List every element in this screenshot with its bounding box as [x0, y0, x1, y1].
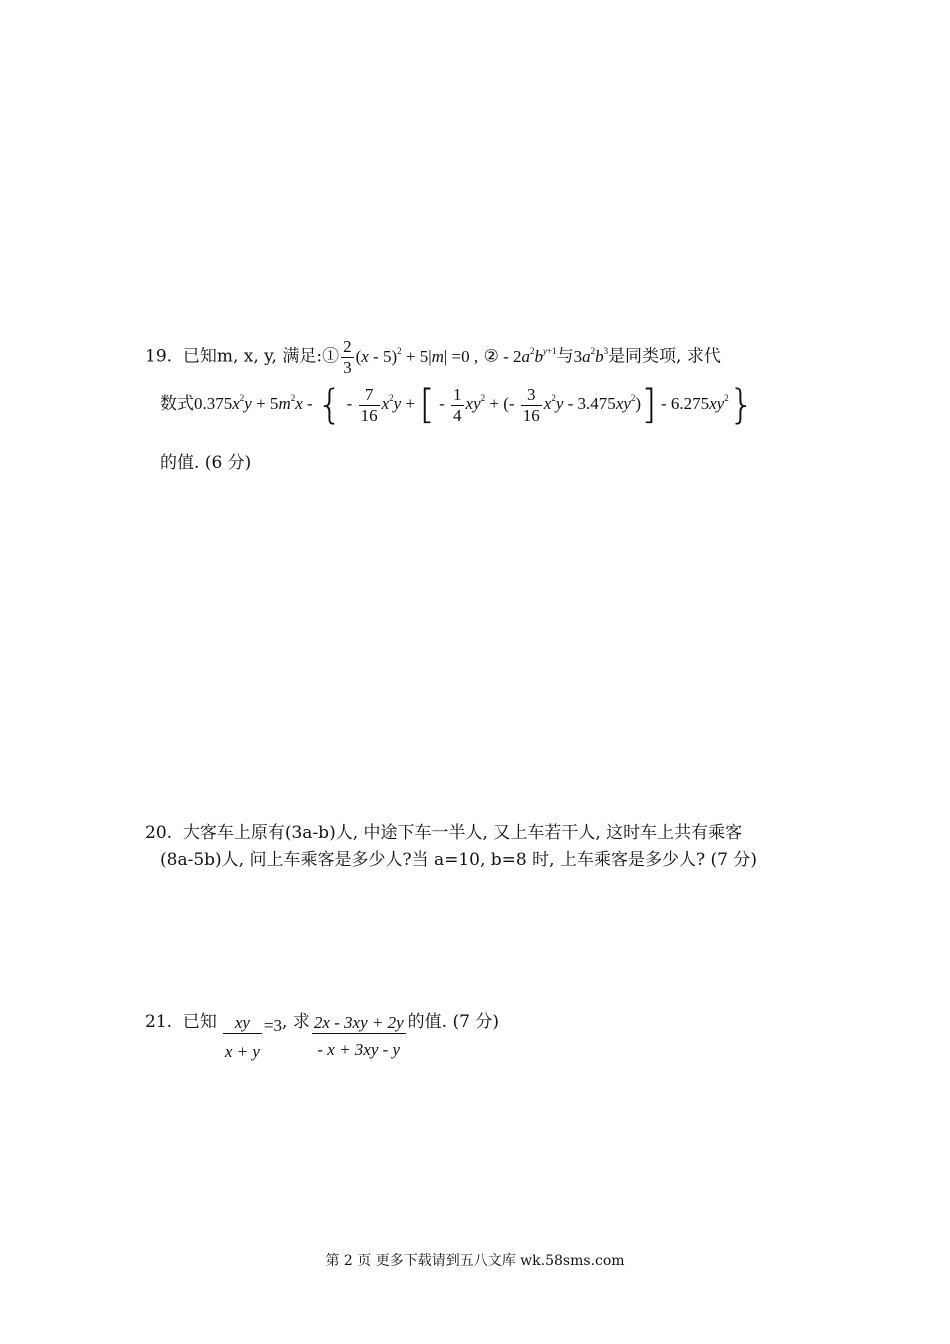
- q20-number: 20.: [145, 823, 173, 843]
- q21-tail: 的值. (7 分): [407, 1012, 499, 1032]
- q21-mid: , 求: [282, 1012, 310, 1032]
- q20-line1: [145, 825, 742, 842]
- q21-equals: =3: [263, 1016, 283, 1035]
- q19-cond2-expr2: $3a^2b^3$: [573, 345, 609, 366]
- q21-line: [145, 1013, 499, 1061]
- q19-line3: 的值. (6 分): [160, 453, 252, 473]
- q19-intro: 已知m, x, y, 满足:: [182, 346, 323, 367]
- q20-text1: 大客车上原有(3a-b)人, 中途下车一半人, 又上车若干人, 这时车上共有乘客: [182, 823, 743, 843]
- q19-number: 19.: [145, 346, 173, 367]
- q19-line1: [145, 337, 721, 377]
- q19-line2: [160, 382, 755, 429]
- q21-number: 21.: [145, 1012, 173, 1032]
- q19-cond1-fraction: $\frac{2}{3}$: [343, 337, 352, 377]
- q19-cond2-tail: 是同类项, 求代: [608, 346, 721, 367]
- q19-cond2-mark: ②: [483, 346, 499, 367]
- q21-fraction2: $\frac{2x - 3xy + 2y}{- x + 3xy - y}$: [313, 1013, 404, 1059]
- q19-cond2-expr: - $2a^2b^{y+1}$: [498, 345, 557, 366]
- q21-fraction1: $\frac{xy}{x + y}$: [224, 1013, 260, 1061]
- q19-line2-label: 数式: [160, 393, 194, 414]
- page-footer: 第 2 页 更多下载请到五八文库 wk.58sms.com: [325, 1253, 625, 1269]
- q20-line2: (8a-5b)人, 问上车乘客是多少人?当 a=10, b=8 时, 上车乘客是多少人? (7 分): [160, 850, 757, 870]
- q21-intro: 已知: [182, 1012, 217, 1032]
- q19-cond1-mark: ①: [322, 346, 340, 367]
- q19-cond2-and: 与: [556, 346, 574, 367]
- q19-cond1-expr: (x - 5)$^2$ + 5|m| =0 ,: [355, 345, 479, 366]
- q19-expression: $0.375x^2y + 5m^2x$ - { - $\frac{7}{16}$ $x^2y$ + [ - $\frac{1}{4}$ $xy^2$ + (- $\frac{3}{16}$ $x^2y - 3.475xy^2)] - 6.275xy^2$}: [194, 382, 755, 429]
